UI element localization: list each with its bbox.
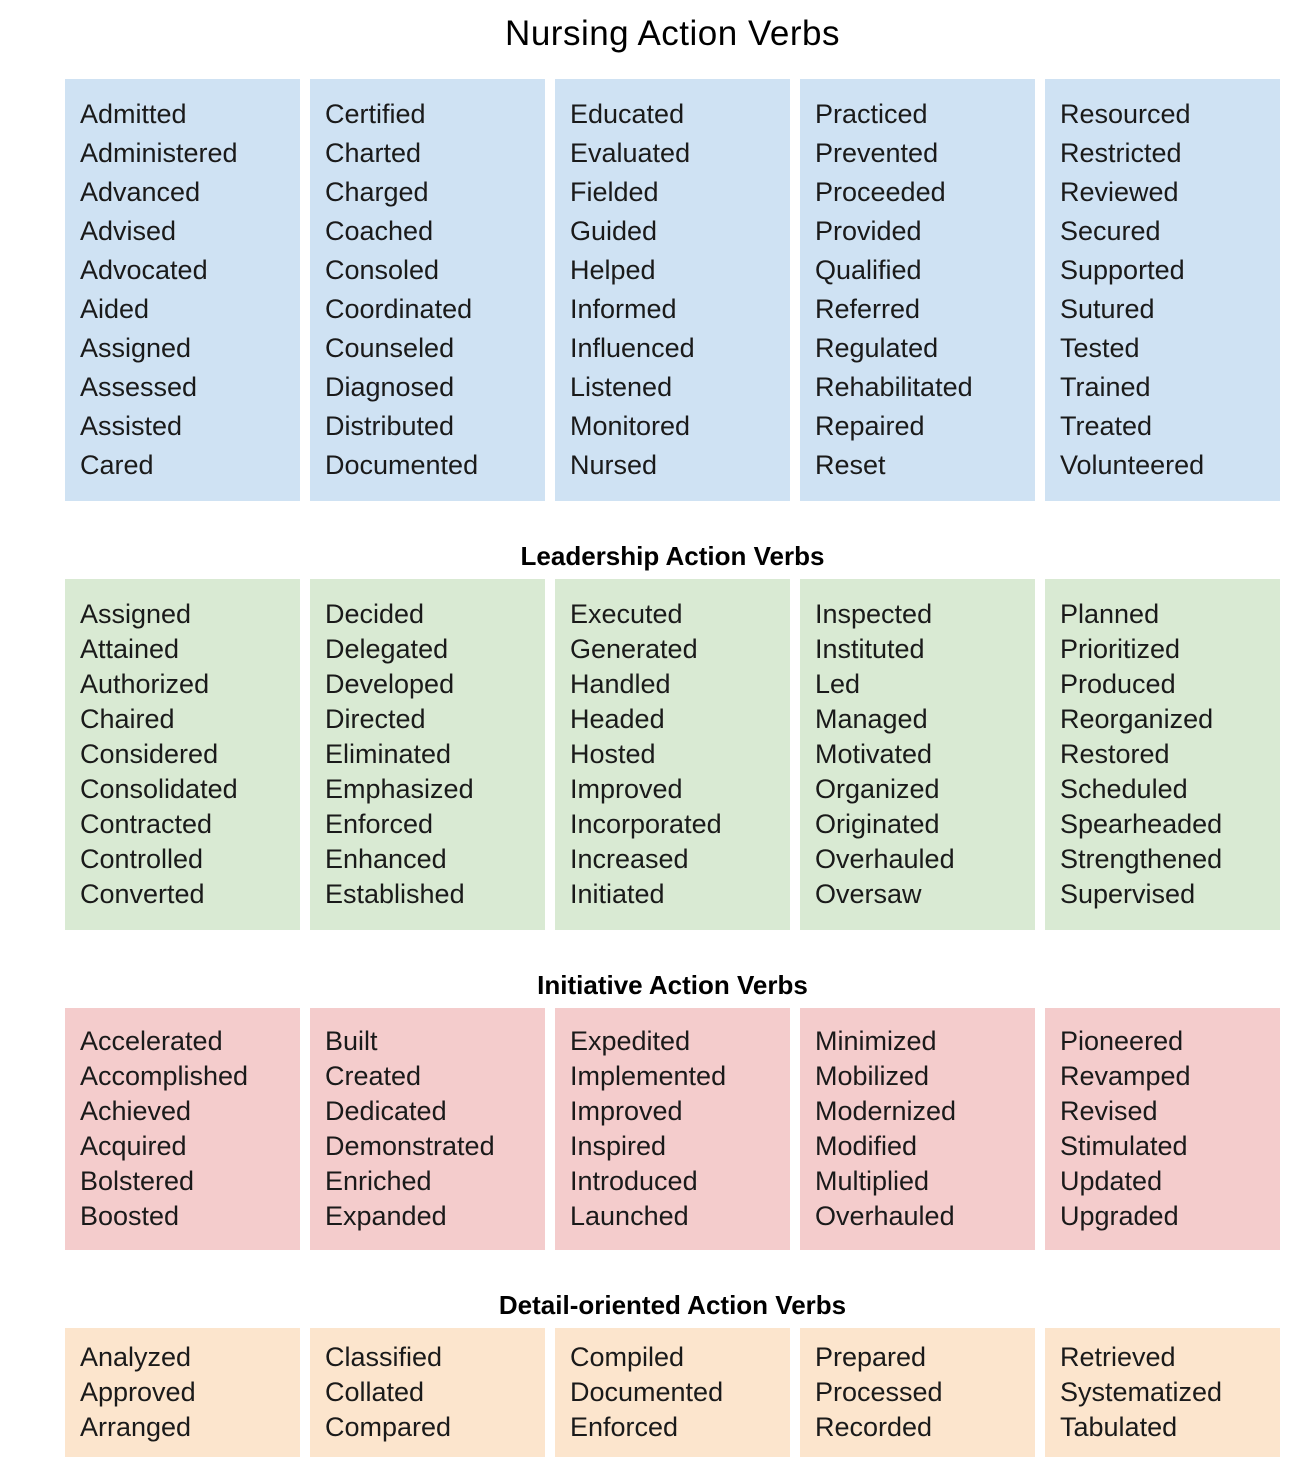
verb-item: Counseled — [325, 333, 455, 363]
verb-item: Updated — [1060, 1166, 1163, 1196]
verb-item: Bolstered — [80, 1166, 195, 1196]
verb-item: Accomplished — [80, 1061, 249, 1091]
verb-item: Assisted — [80, 411, 183, 441]
verb-item: Instituted — [815, 634, 925, 664]
verb-column — [1045, 579, 1280, 930]
verb-item: Inspired — [570, 1131, 667, 1161]
verb-item: Aided — [80, 294, 150, 324]
verb-item: Treated — [1060, 411, 1153, 441]
verb-item: Advanced — [80, 177, 201, 207]
verb-item: Achieved — [80, 1096, 192, 1126]
verb-column — [555, 1008, 790, 1250]
verb-item: Stimulated — [1060, 1131, 1188, 1161]
verb-item: Accelerated — [80, 1026, 223, 1056]
verb-item: Restricted — [1060, 138, 1182, 168]
verb-item: Directed — [325, 704, 426, 734]
verb-item: Strengthened — [1060, 844, 1223, 874]
verb-item: Overhauled — [815, 844, 955, 874]
nursing-action-verbs-table — [65, 79, 1280, 501]
verb-item: Evaluated — [570, 138, 691, 168]
verb-item: Contracted — [80, 809, 213, 839]
verb-item: Assessed — [80, 372, 198, 402]
verb-item: Reorganized — [1060, 704, 1214, 734]
verb-item: Nursed — [570, 450, 658, 480]
verb-item: Practiced — [815, 99, 928, 129]
verb-column — [1045, 79, 1280, 501]
detail-oriented-action-verbs-heading: Detail-oriented Action Verbs — [498, 1290, 847, 1320]
verb-item: Developed — [325, 669, 455, 699]
verb-item: Created — [325, 1061, 422, 1091]
verb-item: Considered — [80, 739, 219, 769]
verb-item: Produced — [1060, 669, 1176, 699]
verb-item: Enforced — [570, 1412, 679, 1442]
verb-item: Compared — [325, 1412, 452, 1442]
verb-item: Informed — [570, 294, 677, 324]
verb-item: Reset — [815, 450, 886, 480]
verb-item: Enriched — [325, 1166, 432, 1196]
verb-column — [555, 579, 790, 930]
verb-item: Inspected — [815, 599, 933, 629]
verb-item: Recorded — [815, 1412, 933, 1442]
verb-item: Authorized — [80, 669, 210, 699]
verb-item: Collated — [325, 1377, 425, 1407]
verb-item: Delegated — [325, 634, 449, 664]
detail-oriented-action-verbs-table — [65, 1328, 1280, 1457]
verb-sections — [65, 79, 1280, 1457]
verb-item: Multiplied — [815, 1166, 930, 1196]
verb-item: Advised — [80, 216, 177, 246]
verb-item: Upgraded — [1060, 1201, 1179, 1231]
verb-item: Attained — [80, 634, 180, 664]
verb-item: Managed — [815, 704, 928, 734]
verb-item: Led — [815, 669, 861, 699]
verb-item: Retrieved — [1060, 1342, 1176, 1372]
verb-item: Overhauled — [815, 1201, 955, 1231]
verb-item: Systematized — [1060, 1377, 1223, 1407]
verb-column — [310, 79, 545, 501]
verb-item: Handled — [570, 669, 671, 699]
verb-item: Influenced — [570, 333, 695, 363]
verb-item: Revised — [1060, 1096, 1158, 1126]
verb-item: Resourced — [1060, 99, 1191, 129]
verb-column — [1045, 1008, 1280, 1250]
verb-item: Expanded — [325, 1201, 447, 1231]
verb-item: Classified — [325, 1342, 443, 1372]
verb-item: Diagnosed — [325, 372, 455, 402]
verb-item: Incorporated — [570, 809, 722, 839]
verb-item: Restored — [1060, 739, 1170, 769]
verb-item: Educated — [570, 99, 685, 129]
verb-item: Enforced — [325, 809, 434, 839]
verb-item: Planned — [1060, 599, 1160, 629]
verb-item: Supported — [1060, 255, 1185, 285]
verb-item: Monitored — [570, 411, 691, 441]
verb-item: Proceeded — [815, 177, 946, 207]
verb-item: Compiled — [570, 1342, 685, 1372]
initiative-action-verbs-heading: Initiative Action Verbs — [537, 970, 808, 1000]
verb-item: Distributed — [325, 411, 455, 441]
leadership-action-verbs-heading: Leadership Action Verbs — [520, 541, 825, 571]
verb-item: Documented — [325, 450, 479, 480]
verb-item: Acquired — [80, 1131, 187, 1161]
verb-item: Cared — [80, 450, 154, 480]
initiative-action-verbs-table — [65, 1008, 1280, 1250]
verb-item: Spearheaded — [1060, 809, 1223, 839]
verb-item: Converted — [80, 879, 205, 909]
verb-item: Dedicated — [325, 1096, 447, 1126]
verb-item: Decided — [325, 599, 425, 629]
verb-item: Provided — [815, 216, 922, 246]
verb-item: Expedited — [570, 1026, 691, 1056]
verb-column — [800, 79, 1035, 501]
leadership-action-verbs-table — [65, 579, 1280, 930]
verb-item: Repaired — [815, 411, 925, 441]
verb-item: Administered — [80, 138, 238, 168]
verb-item: Implemented — [570, 1061, 727, 1091]
verb-item: Arranged — [80, 1412, 192, 1442]
verb-column — [800, 1008, 1035, 1250]
verb-item: Documented — [570, 1377, 724, 1407]
verb-item: Generated — [570, 634, 698, 664]
verb-item: Minimized — [815, 1026, 937, 1056]
verb-item: Established — [325, 879, 465, 909]
verb-item: Controlled — [80, 844, 204, 874]
verb-item: Coached — [325, 216, 434, 246]
verb-item: Hosted — [570, 739, 656, 769]
verb-item: Tested — [1060, 333, 1140, 363]
verb-item: Advocated — [80, 255, 208, 285]
verb-item: Charged — [325, 177, 429, 207]
verb-item: Assigned — [80, 599, 192, 629]
verb-column — [555, 79, 790, 501]
document-page — [65, 13, 1280, 1457]
verb-item: Prevented — [815, 138, 939, 168]
verb-column — [65, 579, 300, 930]
verb-item: Increased — [570, 844, 689, 874]
verb-item: Regulated — [815, 333, 939, 363]
verb-column — [65, 79, 300, 501]
verb-item: Trained — [1060, 372, 1151, 402]
verb-item: Referred — [815, 294, 921, 324]
verb-item: Enhanced — [325, 844, 447, 874]
page-title: Nursing Action Verbs — [505, 14, 840, 53]
verb-item: Approved — [80, 1377, 196, 1407]
verb-column — [310, 1008, 545, 1250]
verb-item: Guided — [570, 216, 658, 246]
verb-item: Consoled — [325, 255, 440, 285]
verb-item: Improved — [570, 774, 683, 804]
verb-item: Built — [325, 1026, 378, 1056]
verb-column — [310, 1328, 545, 1457]
verb-column — [310, 579, 545, 930]
verb-item: Helped — [570, 255, 656, 285]
verb-item: Admitted — [80, 99, 187, 129]
verb-item: Emphasized — [325, 774, 474, 804]
verb-item: Organized — [815, 774, 940, 804]
verb-item: Coordinated — [325, 294, 473, 324]
verb-item: Mobilized — [815, 1061, 930, 1091]
verb-item: Executed — [570, 599, 683, 629]
verb-column — [800, 579, 1035, 930]
verb-column — [65, 1008, 300, 1250]
verb-item: Supervised — [1060, 879, 1196, 909]
verb-item: Improved — [570, 1096, 683, 1126]
verb-item: Assigned — [80, 333, 192, 363]
verb-item: Sutured — [1060, 294, 1155, 324]
verb-item: Fielded — [570, 177, 659, 207]
verb-column — [1045, 1328, 1280, 1457]
verb-item: Demonstrated — [325, 1131, 495, 1161]
verb-item: Motivated — [815, 739, 933, 769]
verb-column — [65, 1328, 300, 1457]
verb-item: Introduced — [570, 1166, 698, 1196]
verb-item: Volunteered — [1060, 450, 1205, 480]
verb-item: Revamped — [1060, 1061, 1191, 1091]
verb-item: Reviewed — [1060, 177, 1179, 207]
verb-item: Modified — [815, 1131, 918, 1161]
verb-item: Charted — [325, 138, 422, 168]
verb-item: Modernized — [815, 1096, 957, 1126]
verb-item: Initiated — [570, 879, 665, 909]
verb-item: Consolidated — [80, 774, 238, 804]
verb-column — [800, 1328, 1035, 1457]
verb-item: Qualified — [815, 255, 922, 285]
verb-item: Analyzed — [80, 1342, 192, 1372]
verb-item: Scheduled — [1060, 774, 1188, 804]
verb-item: Eliminated — [325, 739, 452, 769]
verb-item: Chaired — [80, 704, 175, 734]
verb-item: Secured — [1060, 216, 1161, 246]
verb-item: Launched — [570, 1201, 689, 1231]
verb-item: Rehabilitated — [815, 372, 973, 402]
verb-item: Prioritized — [1060, 634, 1181, 664]
verb-item: Pioneered — [1060, 1026, 1184, 1056]
verb-item: Prepared — [815, 1342, 927, 1372]
verb-item: Listened — [570, 372, 673, 402]
verb-item: Certified — [325, 99, 426, 129]
verb-item: Tabulated — [1060, 1412, 1178, 1442]
verb-item: Oversaw — [815, 879, 922, 909]
verb-item: Boosted — [80, 1201, 180, 1231]
verb-item: Originated — [815, 809, 940, 839]
verb-item: Headed — [570, 704, 665, 734]
verb-item: Processed — [815, 1377, 943, 1407]
verb-column — [555, 1328, 790, 1457]
